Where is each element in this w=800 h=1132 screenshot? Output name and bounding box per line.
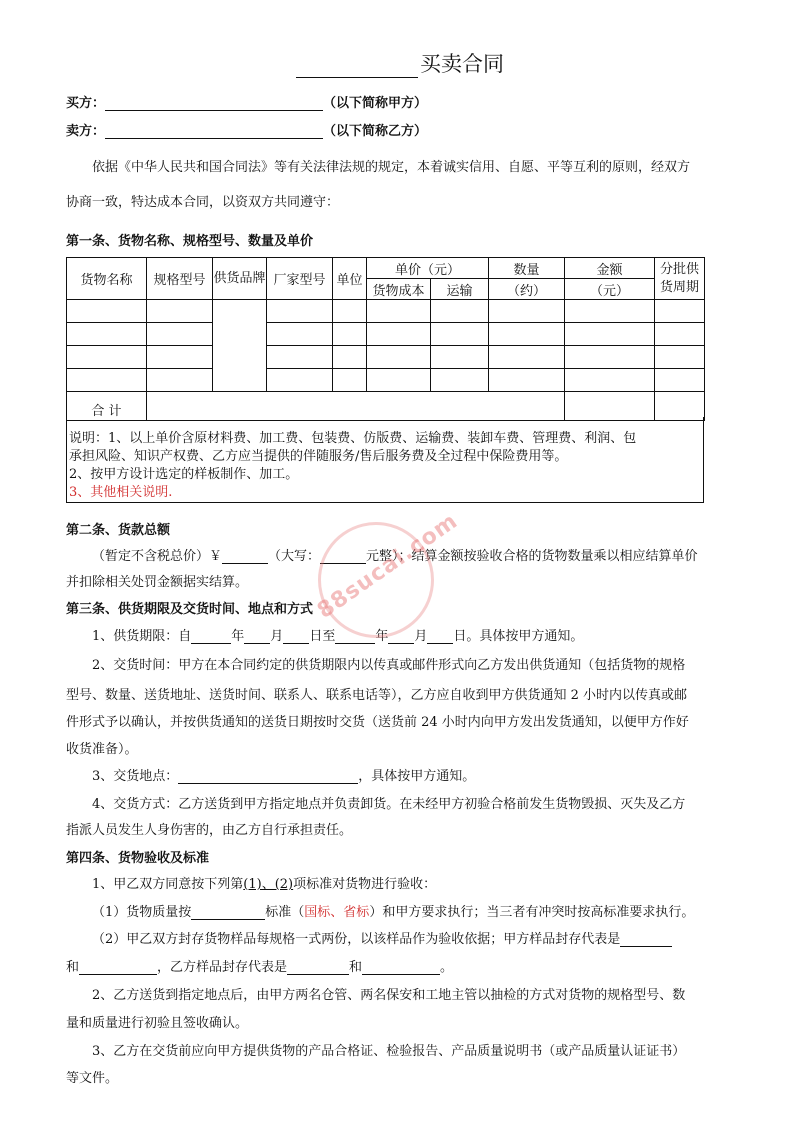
- s3-3: [92, 765, 475, 784]
- s4-p1-d: ）和甲方要求执行；当三者有冲突时按高标准要求执行。: [369, 905, 695, 920]
- s3-1-d: 日至: [309, 629, 336, 644]
- s4-p2-a: （2）甲乙双方封存货物样品每规格一式两份，以该样品作为验收依据；甲方样品封存代表是: [92, 932, 621, 947]
- s2-text-c: 元整）；结算金额按验收合格的货物数量乘以相应结算单价: [366, 549, 698, 564]
- standard-blank: [191, 905, 265, 920]
- seller-line: [66, 120, 427, 139]
- table-row: [67, 346, 705, 369]
- s3-1-b: 年: [231, 629, 245, 644]
- s3-1-a: 1、供货期限：自: [92, 629, 192, 644]
- rep-d-blank: [362, 960, 440, 975]
- seller-blank: [105, 124, 323, 139]
- delivery-place-blank: [178, 769, 358, 784]
- section-4-heading: 第四条、货物验收及标准: [66, 851, 210, 866]
- seller-note: （以下简称乙方）: [323, 124, 428, 139]
- watermark-text: 88sucai.com: [313, 508, 463, 624]
- section-2-line-2: 并扣除相关处罚金额据实结算。: [66, 575, 249, 590]
- note-2: 2、按甲方设计选定的样板制作、加工。: [69, 467, 299, 482]
- s4-1: [92, 873, 436, 892]
- s3-3-a: 3、交货地点：: [92, 769, 179, 784]
- goods-table: [66, 257, 705, 421]
- rep-c-blank: [287, 960, 349, 975]
- s2-text-a: （暂定不含税总价）￥: [92, 549, 223, 564]
- notes-box: [66, 417, 704, 503]
- s2-text-b: （大写：: [268, 549, 321, 564]
- s3-1: [92, 625, 583, 644]
- col-header-shipping: 运输: [431, 279, 489, 300]
- s4-p2-e: 。: [440, 960, 454, 975]
- s4-p1: [92, 901, 694, 920]
- day-blank: [283, 629, 309, 644]
- s3-1-e: 年: [375, 629, 389, 644]
- title-blank: [296, 57, 418, 78]
- buyer-blank: [105, 96, 323, 111]
- month-blank: [244, 629, 270, 644]
- s3-3-b: ，具体按甲方通知。: [358, 769, 476, 784]
- s4-p2-line-b: [66, 956, 453, 975]
- s4-p2-c: ，乙方样品封存代表是: [157, 960, 288, 975]
- col-header-amount-sub: （元）: [565, 279, 655, 300]
- s4-p1-a: （1）货物质量按: [92, 905, 192, 920]
- s3-1-c: 月: [270, 629, 284, 644]
- seller-label: 卖方：: [66, 124, 106, 139]
- col-header-spec: 规格型号: [147, 258, 213, 300]
- brand-merged-cell: [213, 300, 267, 392]
- col-header-brand: 供货品牌: [213, 258, 267, 300]
- section-3-heading: 第三条、供货期限及交货时间、地点和方式: [66, 602, 314, 617]
- s3-1-g: 日。具体按甲方通知。: [453, 629, 584, 644]
- year-blank: [191, 629, 231, 644]
- col-header-price: 单价（元）: [367, 258, 489, 279]
- section-2-heading: 第二条、货款总额: [66, 523, 171, 538]
- s4-p2-line-a: [92, 928, 672, 947]
- title-text: 买卖合同: [420, 52, 504, 76]
- s4-p2-b: 和: [66, 960, 80, 975]
- col-header-model: 厂家型号: [267, 258, 333, 300]
- total-label: 合 计: [67, 392, 147, 421]
- s4-3-line-b: 等文件。: [66, 1071, 119, 1086]
- s3-2-line-d: 收货准备）。: [66, 742, 138, 757]
- col-header-unit: 单位: [333, 258, 367, 300]
- s3-1-f: 月: [414, 629, 428, 644]
- note-1a: 说明：1、以上单价含原材料费、加工费、包装费、仿版费、运输费、装卸车费、管理费、利润、包: [69, 431, 637, 446]
- s3-4-line-a: 4、交货方式：乙方送货到甲方指定地点并负责卸货。在未经甲方初验合格前发生货物毁损、灭失及乙方: [92, 797, 686, 812]
- s4-2-line-a: 2、乙方送货到指定地点后，由甲方两名仓管、两名保安和工地主管以抽检的方式对货物的规格型号、数: [92, 988, 686, 1003]
- s3-4-line-b: 指派人员发生人身伤害的，由乙方自行承担责任。: [66, 823, 353, 838]
- buyer-line: [66, 92, 427, 111]
- rep-a-blank: [620, 932, 672, 947]
- intro-line-1: 依据《中华人民共和国合同法》等有关法律法规的规定，本着诚实信用、自愿、平等互利的原则，经双方: [92, 160, 691, 175]
- price-blank: [222, 549, 268, 564]
- table-row: [67, 300, 705, 323]
- note-1b: 承担风险、知识产权费、乙方应当提供的伴随服务/售后服务费及全过程中保险费用等。: [69, 449, 568, 464]
- note-3: 3、其他相关说明.: [69, 485, 173, 500]
- s4-p1-b: 标准（: [265, 905, 305, 920]
- s4-2-line-b: 量和质量进行初验且签收确认。: [66, 1016, 249, 1031]
- s4-p1-c: 国标、省标: [304, 905, 370, 920]
- col-header-cost: 货物成本: [367, 279, 431, 300]
- table-row: [67, 323, 705, 346]
- s3-2-line-c: 件形式予以确认，并按供货通知的送货日期按时交货（送货前 24 小时内向甲方发出发货通知，以便甲方作好: [66, 715, 689, 730]
- section-1-heading: 第一条、货物名称、规格型号、数量及单价: [66, 234, 314, 249]
- s3-2-line-a: 2、交货时间：甲方在本合同约定的供货期限内以传真或邮件形式向乙方发出供货通知（包括货物的规格: [92, 658, 686, 673]
- table-row: [67, 369, 705, 392]
- page-title: [0, 48, 800, 78]
- s4-1-a: 1、甲乙双方同意按下列第: [92, 877, 244, 892]
- intro-line-2: 协商一致，特达成本合同，以资双方共同遵守：: [66, 195, 340, 210]
- buyer-label: 买方：: [66, 96, 106, 111]
- col-header-name: 货物名称: [67, 258, 147, 300]
- s4-3-line-a: 3、乙方在交货前应向甲方提供货物的产品合格证、检验报告、产品质量说明书（或产品质量认证证书）: [92, 1044, 686, 1059]
- col-header-qty-sub: （约）: [489, 279, 565, 300]
- s4-p2-d: 和: [349, 960, 363, 975]
- col-header-period: 分批供货周期: [655, 258, 705, 300]
- rep-b-blank: [79, 960, 157, 975]
- s4-1-b: (1)、(2): [243, 877, 294, 892]
- col-header-amount: 金额: [565, 258, 655, 279]
- buyer-note: （以下简称甲方）: [323, 96, 428, 111]
- col-header-qty: 数量: [489, 258, 565, 279]
- day-blank-2: [427, 629, 453, 644]
- s3-2-line-b: 型号、数量、送货地址、送货时间、联系人、联系电话等），乙方应自收到甲方供货通知 2 小时内以传真或邮: [66, 688, 688, 703]
- s4-1-c: 项标准对货物进行验收：: [293, 877, 437, 892]
